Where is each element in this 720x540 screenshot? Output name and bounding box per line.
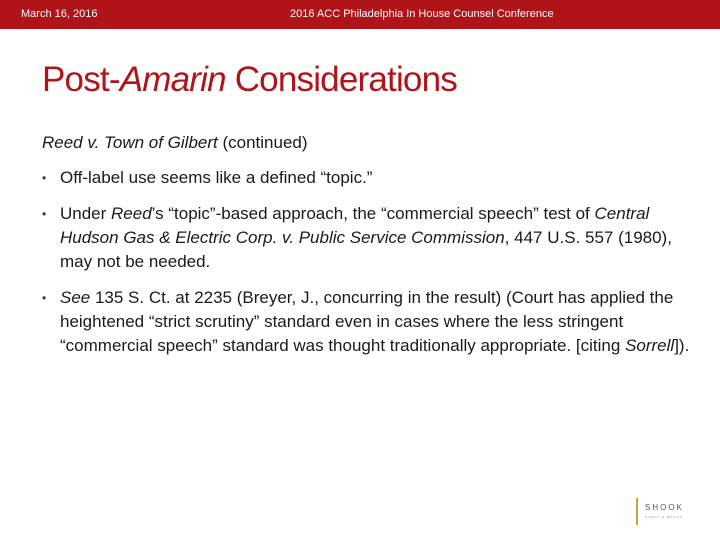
- bullet-marker: •: [42, 171, 47, 185]
- header-date: March 16, 2016: [21, 8, 98, 20]
- bullet-list: [42, 166, 697, 358]
- bullet-text: ’s “topic”-based approach, the “commercial speech” test of: [151, 204, 595, 223]
- slide-subtitle: [42, 133, 308, 153]
- bullet-item: [42, 286, 697, 358]
- header-conference: 2016 ACC Philadelphia In House Counsel Conference: [290, 8, 554, 20]
- logo-name: SHOOK: [645, 503, 684, 512]
- subtitle-rest: (continued): [217, 133, 308, 152]
- slide-title: [42, 60, 457, 100]
- bullet-marker: •: [42, 207, 47, 221]
- bullet-italic: Sorrell: [625, 336, 675, 355]
- bullet-item: [42, 202, 697, 274]
- bullet-text: ]).: [674, 336, 690, 355]
- bullet-text: Under: [60, 204, 112, 223]
- title-suffix: Considerations: [225, 60, 457, 99]
- bullet-italic: Reed: [111, 204, 152, 223]
- firm-logo: [636, 498, 690, 525]
- bullet-italic: Central Hudson Gas & Electric Corp. v. Public Service Commission: [60, 204, 650, 247]
- bullet-italic: See: [60, 288, 91, 307]
- bullet-text: 135 S. Ct. at 2235 (Breyer, J., concurring in the result) (Court has applied the heightened “strict scrutiny” standard even in cases where the less stringent “commercial speech” standard was thought traditionally appropriate. [citing: [60, 288, 674, 355]
- header-bar: [0, 0, 720, 29]
- title-prefix: Post-: [42, 60, 120, 99]
- bullet-text: Off-label use seems like a defined “topic.”: [60, 168, 373, 187]
- bullet-item: [42, 166, 697, 190]
- bullet-text: , 447 U.S. 557 (1980), may not be needed.: [60, 228, 672, 271]
- bullet-marker: •: [42, 291, 47, 305]
- title-italic: Amarin: [119, 60, 226, 99]
- logo-subtitle: HARDY & BACON: [645, 515, 683, 519]
- subtitle-case-name: Reed v. Town of Gilbert: [42, 133, 218, 152]
